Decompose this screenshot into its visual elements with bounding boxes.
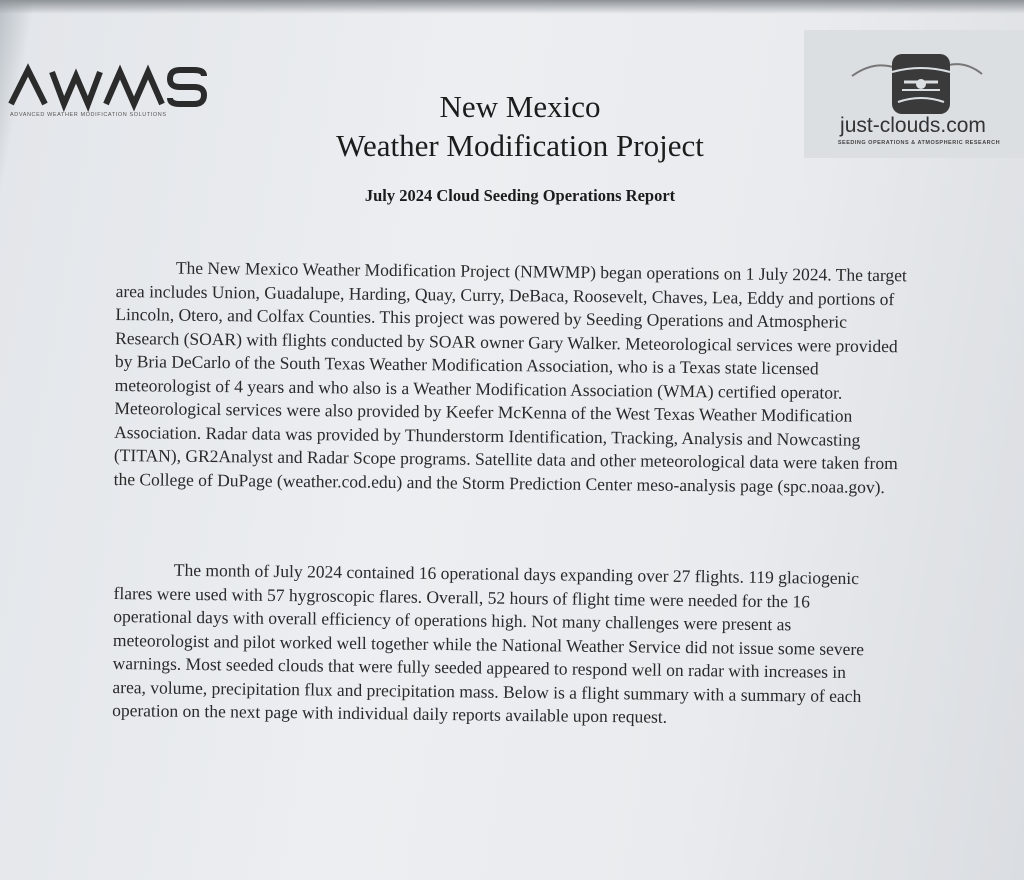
- awms-logo: [8, 60, 213, 124]
- cloud-plane-icon: [844, 38, 984, 114]
- just-clouds-tagline: SEEDING OPERATIONS & ATMOSPHERIC RESEARCH: [837, 140, 1001, 146]
- report-subtitle: July 2024 Cloud Seeding Operations Report: [364, 186, 676, 205]
- awms-tagline: ADVANCED WEATHER MODIFICATION SOLUTIONS: [10, 112, 167, 118]
- report-title-line1: New Mexico: [439, 89, 601, 124]
- paragraph-summary: [112, 558, 884, 732]
- paragraph-summary-text: The month of July 2024 contained 16 operational days expanding over 27 flights. 119 glaciogenic flares were used with 57 hygroscopic flares. Overall, 52 hours of flight time were needed for the 16 operational days with overall efficiency of operations high. Not many challenges were present as meteorologist and pilot worked well together while the National Weather Service did not issue some severe warnings. Most seeded clouds that were fully seeded appeared to respond well on radar with increases in area, volume, precipitation flux and precipitation mass. Below is a flight summary with a summary of each operation on the next page with individual daily reports available upon request.: [112, 559, 865, 727]
- awms-logo-icon: [8, 60, 213, 112]
- paragraph-intro: [114, 256, 916, 499]
- just-clouds-brand: just-clouds.com: [840, 114, 986, 137]
- page-edge-shadow: [0, 0, 1024, 14]
- just-clouds-logo: [804, 30, 1024, 158]
- paragraph-intro-text: The New Mexico Weather Modification Project (NMWMP) began operations on 1 July 2024. The target area includes Union, Guadalupe, Harding, Quay, Curry, DeBaca, Roosevelt, Chaves, Lea, Eddy and portions of Lincoln, Otero, and Colfax Counties. This project was powered by Seeding Operations and Atmospheric Research (SOAR) with flights conducted by SOAR owner Gary Walker. Meteorological services were provided by Bria DeCarlo of the South Texas Weather Modification Association, who is a Texas state licensed meteorologist of 4 years and who also is a Weather Modification Association (WMA) certified operator. Meteorological services were also provided by Keefer McKenna of the West Texas Weather Modification Association. Radar data was provided by Thunderstorm Identification, Tracking, Analysis and Nowcasting (TITAN), GR2Analyst and Radar Scope programs. Satellite data and other meteorological data were taken from the College of DuPage (weather.cod.edu) and the Storm Prediction Center meso-analysis page (spc.noaa.gov).: [113, 257, 907, 497]
- report-title-line2: Weather Modification Project: [336, 128, 704, 163]
